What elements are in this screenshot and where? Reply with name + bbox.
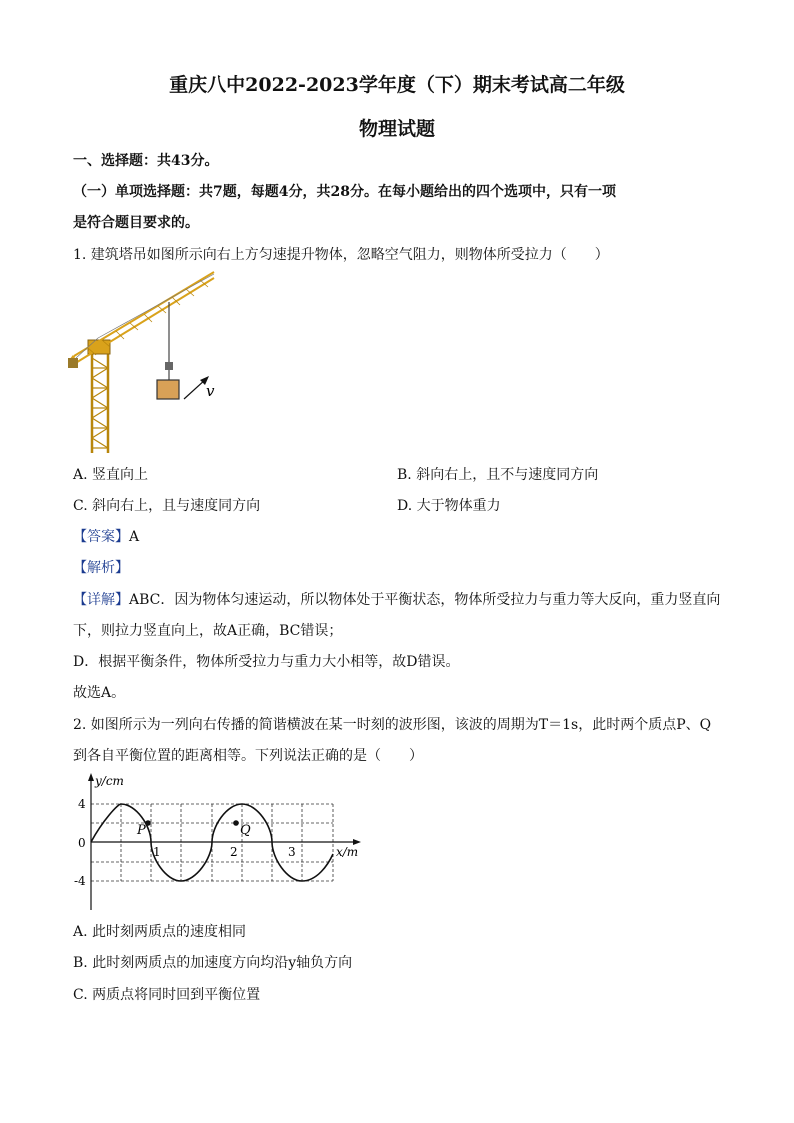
answer-value: A: [129, 529, 140, 545]
crane-figure: [68, 268, 228, 456]
point-q-dot: [233, 820, 239, 826]
velocity-label: v: [206, 382, 215, 400]
point-q-label: Q: [240, 823, 251, 838]
q1-detail-line-3: D．根据平衡条件，物体所受拉力与重力大小相等，故D错误。: [73, 654, 460, 670]
load-box: [157, 380, 179, 399]
q2-option-b: B. 此时刻两质点的加速度方向均沿y轴负方向: [73, 955, 353, 971]
crane-tower: [92, 348, 108, 453]
q1-option-d: D. 大于物体重力: [397, 498, 501, 514]
y-axis-label: y/cm: [95, 774, 124, 788]
y-tick-4: 4: [78, 797, 86, 811]
exam-subtitle: 物理试题: [358, 118, 435, 140]
q1-detail-line-2: 下，则拉力竖直向上，故A正确，BC错误；: [73, 623, 343, 639]
q1-detail-line-1: [73, 589, 720, 609]
hook-block: [165, 362, 173, 370]
q1-answer-line: [73, 526, 139, 546]
section-heading: 一、选择题：共43分。: [73, 153, 219, 169]
exam-title: 重庆八中2022-2023学年度（下）期末考试高二年级: [169, 74, 625, 96]
wave-graph: [70, 770, 370, 915]
q1-analysis-line: [73, 557, 129, 577]
q2-option-c: C. 两质点将同时回到平衡位置: [73, 987, 261, 1003]
q1-conclusion: 故选A。: [73, 685, 126, 701]
analysis-tag: 【解析】: [73, 560, 129, 576]
q2-stem-2: 到各自平衡位置的距离相等。下列说法正确的是（ ）: [73, 748, 423, 764]
y-tick-minus-4: -4: [74, 874, 86, 888]
x-tick-3: 3: [288, 845, 296, 859]
section-instructions-2: 是符合题目要求的。: [73, 215, 199, 231]
q1-option-b: B. 斜向右上，且不与速度同方向: [397, 467, 599, 483]
q2-stem-1: 2. 如图所示为一列向右传播的简谐横波在某一时刻的波形图，该波的周期为T＝1s，此时两个质点P、Q: [73, 717, 712, 733]
q2-option-a: A. 此时刻两质点的速度相同: [73, 924, 247, 940]
detail-tag: 【详解】: [73, 592, 129, 608]
section-instructions-1: （一）单项选择题：共7题，每题4分，共28分。在每小题给出的四个选项中，只有一项: [73, 184, 616, 200]
point-p-label: P: [137, 823, 146, 838]
counterweight: [68, 358, 78, 368]
detail-text-1: ABC．因为物体匀速运动，所以物体处于平衡状态，物体所受拉力与重力等大反向，重力竖直向: [129, 592, 721, 608]
q1-option-a: A. 竖直向上: [73, 467, 149, 483]
q1-option-c: C. 斜向右上，且与速度同方向: [73, 498, 261, 514]
x-tick-2: 2: [230, 845, 238, 859]
y-tick-0: 0: [78, 836, 86, 850]
answer-tag: 【答案】: [73, 529, 129, 545]
x-axis-label: x/m: [336, 845, 359, 859]
q1-stem: 1. 建筑塔吊如图所示向右上方匀速提升物体，忽略空气阻力，则物体所受拉力（ ）: [73, 247, 609, 263]
point-p-dot: [145, 820, 151, 826]
x-tick-1: 1: [153, 845, 161, 859]
